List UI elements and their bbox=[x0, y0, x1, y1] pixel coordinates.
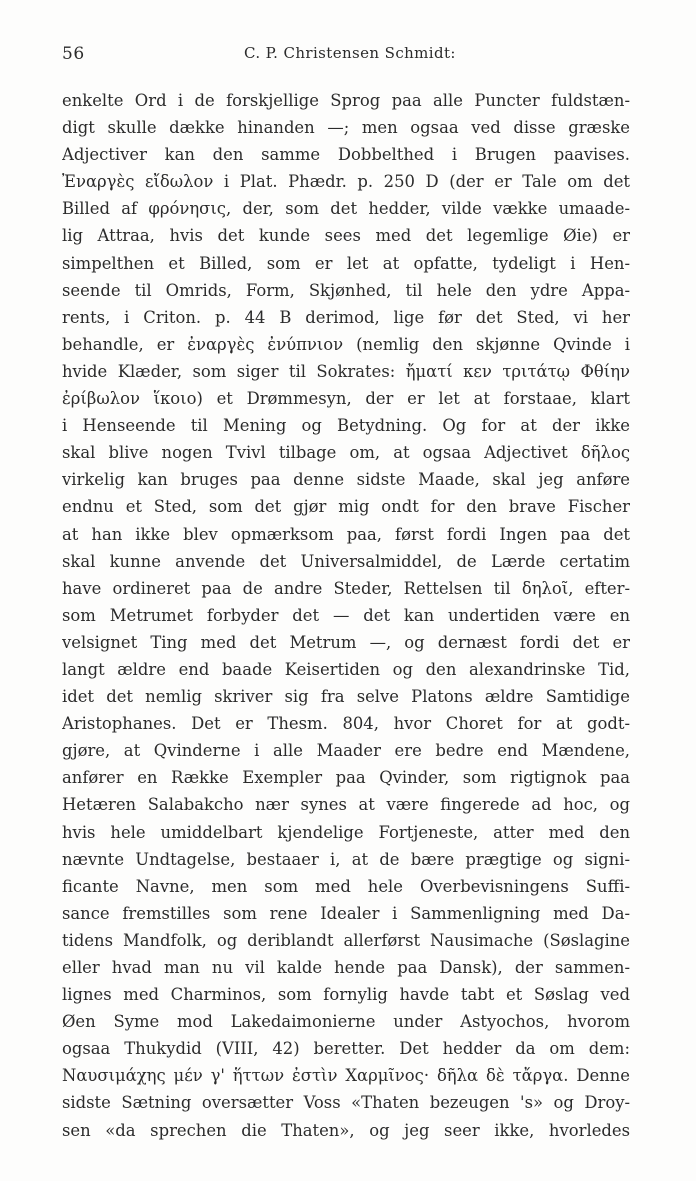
page-header bbox=[58, 44, 638, 68]
body-text bbox=[62, 87, 630, 1144]
text-line: enkelte Ord i de forskjellige Sprog paa alle Puncter fuldstæn- bbox=[62, 91, 630, 110]
text-line: skal blive nogen Tvivl tilbage om, at ogsaa Adjectivet δῆλος bbox=[62, 443, 630, 463]
text-line: lignes med Charminos, som fornylig havde tabt et Søslag ved bbox=[62, 985, 630, 1005]
text-line: digt skulle dække hinanden —; men ogsaa ved disse græske bbox=[62, 118, 630, 138]
text-line: nævnte Undtagelse, bestaaer i, at de bære prægtige og signi- bbox=[62, 849, 630, 869]
page-number: 56 bbox=[62, 44, 85, 64]
text-line: rents, i Criton. p. 44 B derimod, lige før det Sted, vi her bbox=[62, 307, 630, 327]
text-line: Aristophanes. Det er Thesm. 804, hvor Choret for at godt- bbox=[62, 714, 630, 734]
text-line: Øen Syme mod Lakedaimonierne under Astyochos, hvorom bbox=[62, 1012, 630, 1032]
text-line: skal kunne anvende det Universalmiddel, de Lærde certatim bbox=[62, 551, 630, 571]
text-line: i Henseende til Mening og Betydning. Og for at der ikke bbox=[62, 416, 630, 436]
text-line: Hetæren Salabakcho nær synes at være fingerede ad hoc, og bbox=[62, 795, 630, 815]
text-line: Adjectiver kan den samme Dobbelthed i Brugen paavises. bbox=[62, 145, 630, 165]
text-line: simpelthen et Billed, som er let at opfatte, tydeligt i Hen- bbox=[62, 253, 630, 273]
text-line: Ναυσιμάχης μέν γ' ἥττων ἐστὶν Χαρμῖνος· δῆλα δὲ τἄργα. Denne bbox=[62, 1066, 630, 1086]
running-head: C. P. Christensen Schmidt: bbox=[244, 44, 456, 62]
text-line: tidens Mandfolk, og deriblandt allerførst Nausimache (Søslagine bbox=[62, 930, 630, 950]
text-line: langt ældre end baade Keisertiden og den alexandrinske Tid, bbox=[62, 659, 630, 679]
text-line: ἐρίβωλον ἵκοιο) et Drømmesyn, der er let at forstaae, klart bbox=[62, 389, 630, 409]
text-line: behandle, er ἐναργὲς ἐνύπνιον (nemlig den skjønne Qvinde i bbox=[62, 334, 630, 354]
text-line: ogsaa Thukydid (VIII, 42) beretter. Det hedder da om dem: bbox=[62, 1039, 630, 1059]
text-line: seende til Omrids, Form, Skjønhed, til hele den ydre Appa- bbox=[62, 280, 630, 300]
text-line: at han ikke blev opmærksom paa, først fordi Ingen paa det bbox=[62, 524, 630, 544]
text-line: sance fremstilles som rene Idealer i Sammenligning med Da- bbox=[62, 903, 630, 923]
text-line: eller hvad man nu vil kalde hende paa Dansk), der sammen- bbox=[62, 958, 630, 977]
text-line: have ordineret paa de andre Steder, Rettelsen til δηλοῖ, efter- bbox=[62, 578, 630, 598]
text-line: Ἐναργὲς εἴδωλον i Plat. Phædr. p. 250 D (der er Tale om det bbox=[62, 172, 630, 192]
text-line: gjøre, at Qvinderne i alle Maader ere bedre end Mændene, bbox=[62, 741, 630, 761]
text-line: hvide Klæder, som siger til Sokrates: ἤματί κεν τριτάτῳ Φθίην bbox=[62, 361, 630, 381]
text-line: velsignet Ting med det Metrum —, og dernæst fordi det er bbox=[62, 632, 630, 652]
text-line: anfører en Række Exempler paa Qvinder, som rigtignok paa bbox=[62, 768, 630, 788]
text-line: endnu et Sted, som det gjør mig ondt for den brave Fischer bbox=[62, 497, 630, 517]
text-line: ficante Navne, men som med hele Overbevisningens Suffi- bbox=[62, 876, 630, 896]
text-line: Billed af φρόνησις, der, som det hedder, vilde vække umaade- bbox=[62, 199, 630, 219]
text-line: virkelig kan bruges paa denne sidste Maade, skal jeg anføre bbox=[62, 470, 630, 490]
text-line: lig Attraa, hvis det kunde sees med det legemlige Øie) er bbox=[62, 226, 630, 246]
text-line: hvis hele umiddelbart kjendelige Fortjeneste, atter med den bbox=[62, 822, 630, 842]
text-line: sidste Sætning oversætter Voss «Thaten bezeugen 's» og Droy- bbox=[62, 1093, 630, 1113]
text-line: sen «da sprechen die Thaten», og jeg seer ikke, hvorledes bbox=[62, 1120, 630, 1140]
text-line: idet det nemlig skriver sig fra selve Platons ældre Samtidige bbox=[62, 687, 630, 707]
text-line: som Metrumet forbyder det — det kan undertiden være en bbox=[62, 605, 630, 625]
